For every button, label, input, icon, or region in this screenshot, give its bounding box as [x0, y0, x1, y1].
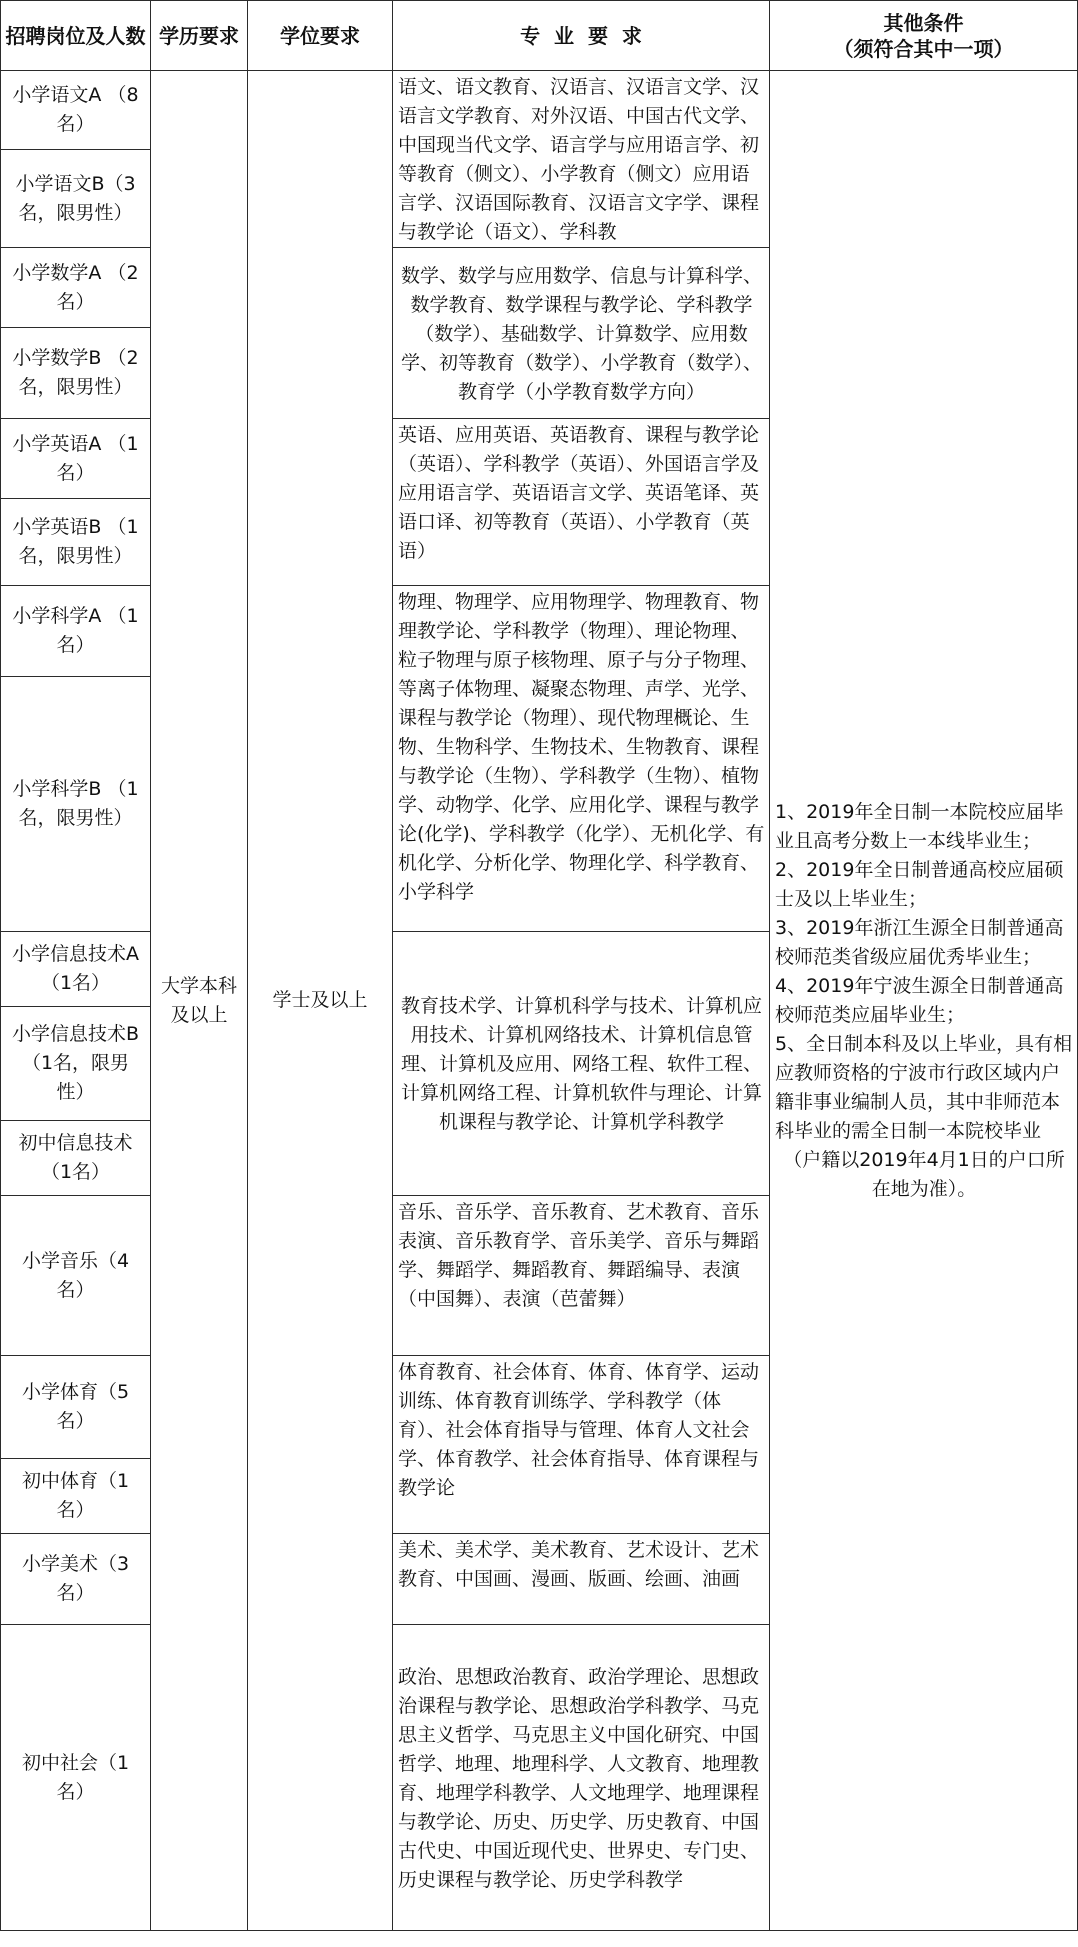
position-cell: 小学数学A （2 名）: [1, 248, 151, 328]
position-cell: 小学英语B （1 名，限男性）: [1, 499, 151, 586]
position-cell: 小学美术（3 名）: [1, 1534, 151, 1625]
position-cell: 小学语文B（3 名，限男性）: [1, 150, 151, 248]
major-english: 英语、应用英语、英语教育、课程与教学论（英语）、学科教学（英语）、外国语言学及应用语言学、英语语言文学、英语笔译、英语口译、初等教育（英语）、小学教育（英语）: [393, 419, 770, 586]
other-condition-2: 2、2019年全日制普通高校应届硕士及以上毕业生；: [775, 858, 1064, 910]
major-social: 政治、思想政治教育、政治学理论、思想政治课程与教学论、思想政治学科教学、马克思主义哲学、马克思主义中国化研究、中国哲学、地理、地理科学、人文教育、地理教育、地理学科教学、人文地理学、地理课程与教学论、历史、历史学、历史教育、中国古代史、中国近现代史、世界史、专门史、历史课程与教学论、历史学科教学: [393, 1625, 770, 1931]
other-conditions: [770, 71, 1078, 1931]
position-cell: 小学英语A （1 名）: [1, 419, 151, 499]
major-art: 美术、美术学、美术教育、艺术设计、艺术教育、中国画、漫画、版画、绘画、油画: [393, 1534, 770, 1625]
other-condition-1: 1、2019年全日制一本院校应届毕业且高考分数上一本线毕业生；: [775, 800, 1064, 852]
header-education: 学历要求: [151, 1, 248, 71]
major-science: 物理、物理学、应用物理学、物理教育、物理教学论、学科教学（物理）、理论物理、粒子物理与原子核物理、原子与分子物理、等离子体物理、凝聚态物理、声学、光学、课程与教学论（物理）、现代物理概论、生物、生物科学、生物技术、生物教育、课程与教学论（生物）、学科教学（生物）、植物学、动物学、化学、应用化学、课程与教学论(化学)、学科教学（化学）、无机化学、有机化学、分析化学、物理化学、科学教育、小学科学: [393, 586, 770, 932]
other-condition-5: 5、全日制本科及以上毕业，具有相应教师资格的宁波市行政区域内户籍非事业编制人员，其中非师范本科毕业的需全日制一本院校毕业: [775, 1032, 1073, 1142]
major-pe: 体育教育、社会体育、体育、体育学、运动训练、体育教育训练学、学科教学（体育）、社会体育指导与管理、体育人文社会学、体育教学、社会体育指导、体育课程与教学论: [393, 1356, 770, 1534]
other-condition-3: 3、2019年浙江生源全日制普通高校师范类省级应届优秀毕业生；: [775, 916, 1064, 968]
position-cell: 小学信息技术A （1名）: [1, 932, 151, 1007]
position-cell: 小学数学B （2 名，限男性）: [1, 328, 151, 419]
header-other-line1: 其他条件: [883, 10, 964, 35]
major-math: 数学、数学与应用数学、信息与计算科学、数学教育、数学课程与教学论、学科教学（数学）、基础数学、计算数学、应用数学、初等教育（数学）、小学教育（数学）、教育学（小学教育数学方向）: [393, 248, 770, 419]
major-chinese: 语文、语文教育、汉语言、汉语言文学、汉语言文学教育、对外汉语、中国古代文学、中国现当代文学、语言学与应用语言学、初等教育（侧文）、小学教育（侧文）应用语言学、汉语国际教育、汉语言文字学、课程与教学论（语文）、学科教: [393, 71, 770, 248]
major-it: 教育技术学、计算机科学与技术、计算机应用技术、计算机网络技术、计算机信息管理、计算机及应用、网络工程、软件工程、计算机网络工程、计算机软件与理论、计算机课程与教学论、计算机学科教学: [393, 932, 770, 1196]
header-other-line2: （须符合其中一项）: [833, 36, 1014, 61]
position-cell: 初中社会（1 名）: [1, 1625, 151, 1931]
table-row: [1, 71, 1078, 150]
header-row: [1, 1, 1078, 71]
header-position: 招聘岗位及人数: [1, 1, 151, 71]
position-cell: 小学语文A （8 名）: [1, 71, 151, 150]
education-requirement: 大学本科 及以上: [151, 71, 248, 1931]
position-cell: 小学音乐（4 名）: [1, 1196, 151, 1356]
header-major: 专 业 要 求: [393, 1, 770, 71]
degree-requirement: 学士及以上: [248, 71, 393, 1931]
position-cell: 小学信息技术B （1名，限男 性）: [1, 1007, 151, 1121]
position-cell: 小学科学A （1 名）: [1, 586, 151, 677]
other-condition-4: 4、2019年宁波生源全日制普通高校师范类应届毕业生；: [775, 974, 1064, 1026]
position-cell: 初中体育（1 名）: [1, 1459, 151, 1534]
header-other: [770, 1, 1078, 71]
position-cell: 小学体育（5 名）: [1, 1356, 151, 1459]
position-cell: 初中信息技术 （1名）: [1, 1121, 151, 1196]
major-music: 音乐、音乐学、音乐教育、艺术教育、音乐表演、音乐教育学、音乐美学、音乐与舞蹈学、舞蹈学、舞蹈教育、舞蹈编导、表演（中国舞）、表演（芭蕾舞）: [393, 1196, 770, 1356]
position-cell: 小学科学B （1 名，限男性）: [1, 677, 151, 932]
other-condition-note: （户籍以2019年4月1日的户口所在地为准）。: [783, 1148, 1065, 1200]
header-degree: 学位要求: [248, 1, 393, 71]
